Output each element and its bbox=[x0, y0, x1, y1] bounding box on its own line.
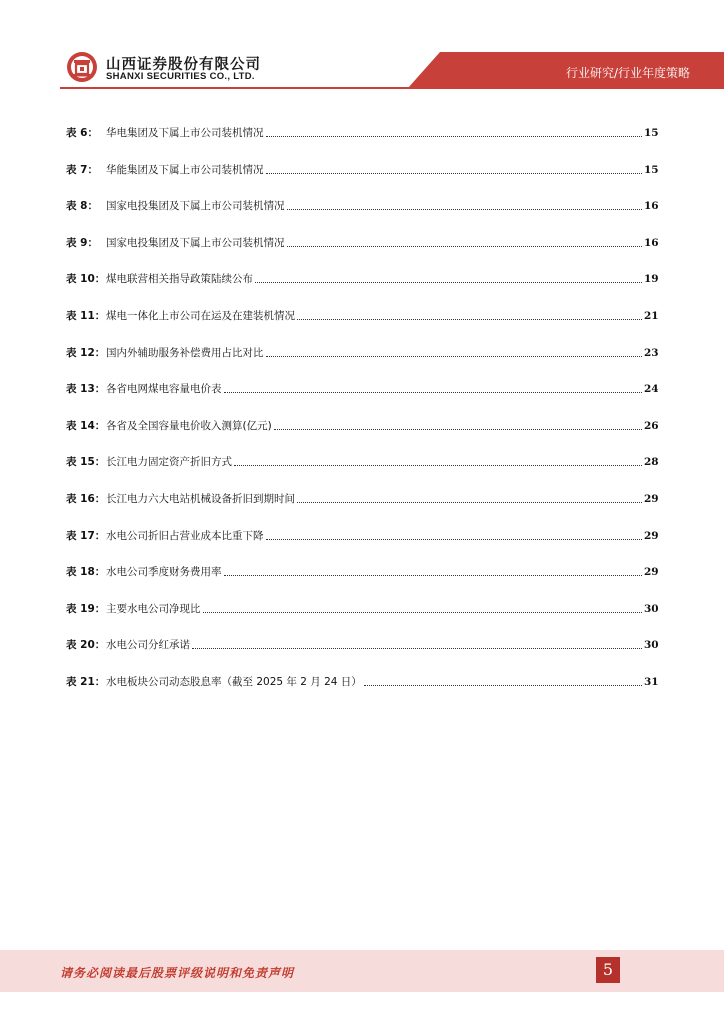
toc-title: 长江电力固定资产折旧方式 bbox=[106, 456, 232, 469]
toc-leader-dots bbox=[224, 574, 643, 576]
toc-leader-dots bbox=[287, 245, 643, 247]
toc-title: 主要水电公司净现比 bbox=[106, 602, 201, 615]
toc-leader-dots bbox=[274, 428, 642, 430]
toc-title: 水电公司折旧占营业成本比重下降 bbox=[106, 529, 264, 542]
toc-page-number: 19 bbox=[644, 273, 659, 286]
toc-leader-dots bbox=[364, 684, 642, 686]
toc-label: 表 20： bbox=[66, 639, 106, 652]
toc-page-number: 26 bbox=[644, 419, 659, 432]
toc-row[interactable] bbox=[66, 157, 658, 177]
toc-title: 国家电投集团及下属上市公司装机情况 bbox=[106, 200, 285, 213]
toc-page-number: 15 bbox=[644, 163, 659, 176]
toc-title: 水电公司季度财务费用率 bbox=[106, 566, 222, 579]
toc-title: 水电公司分红承诺 bbox=[106, 639, 190, 652]
toc-row[interactable] bbox=[66, 632, 658, 652]
toc-title: 国内外辅助服务补偿费用占比对比 bbox=[106, 346, 264, 359]
toc-row[interactable] bbox=[66, 669, 658, 689]
toc-row[interactable] bbox=[66, 486, 658, 506]
toc-title: 水电板块公司动态股息率（截至 2025 年 2 月 24 日） bbox=[106, 676, 362, 688]
toc-row[interactable] bbox=[66, 193, 658, 213]
page-header bbox=[0, 0, 724, 96]
toc-leader-dots bbox=[297, 318, 642, 320]
toc-row[interactable] bbox=[66, 303, 658, 323]
toc-title: 各省电网煤电容量电价表 bbox=[106, 383, 222, 396]
company-name-en: SHANXI SECURITIES CO., LTD. bbox=[106, 71, 255, 82]
toc-label: 表 12： bbox=[66, 346, 106, 359]
toc-label: 表 16： bbox=[66, 493, 106, 505]
toc-label: 表 10： bbox=[66, 273, 106, 286]
toc-leader-dots bbox=[287, 208, 643, 210]
report-type: 行业研究/行业年度策略 bbox=[565, 66, 690, 80]
toc-title: 煤电联营相关指导政策陆续公布 bbox=[106, 273, 253, 286]
toc-row[interactable] bbox=[66, 266, 658, 286]
toc-row[interactable] bbox=[66, 523, 658, 543]
toc-page-number: 30 bbox=[644, 602, 659, 615]
toc-leader-dots bbox=[266, 538, 643, 540]
toc-title: 煤电一体化上市公司在运及在建装机情况 bbox=[106, 310, 295, 322]
toc-label: 表 8： bbox=[66, 200, 98, 213]
toc-leader-dots bbox=[266, 355, 643, 357]
toc-page-number: 30 bbox=[644, 639, 659, 652]
toc-label: 表 7： bbox=[66, 163, 98, 176]
toc-row[interactable] bbox=[66, 120, 658, 140]
toc-leader-dots bbox=[234, 464, 642, 466]
toc-label: 表 15： bbox=[66, 456, 106, 469]
toc-page-number: 29 bbox=[644, 493, 659, 505]
toc-label: 表 14： bbox=[66, 419, 106, 432]
toc-title: 华能集团及下属上市公司装机情况 bbox=[106, 163, 264, 176]
toc-page-number: 16 bbox=[644, 200, 659, 213]
toc-row[interactable] bbox=[66, 230, 658, 250]
toc-page-number: 31 bbox=[644, 676, 659, 688]
toc-leader-dots bbox=[255, 281, 642, 283]
toc-leader-dots bbox=[192, 647, 642, 649]
toc-row[interactable] bbox=[66, 413, 658, 433]
toc-leader-dots bbox=[224, 391, 643, 393]
toc-leader-dots bbox=[266, 135, 643, 137]
toc-label: 表 18： bbox=[66, 566, 106, 579]
company-name-cn: 山西证券股份有限公司 bbox=[106, 57, 261, 73]
toc-label: 表 11： bbox=[66, 310, 106, 322]
toc-page-number: 29 bbox=[644, 566, 659, 579]
shanxi-securities-logo-icon bbox=[66, 51, 98, 83]
toc-row[interactable] bbox=[66, 559, 658, 579]
disclaimer: 请务必阅读最后股票评级说明和免责声明 bbox=[60, 966, 295, 980]
toc-page-number: 21 bbox=[644, 310, 659, 322]
toc-title: 国家电投集团及下属上市公司装机情况 bbox=[106, 236, 285, 249]
toc-row[interactable] bbox=[66, 340, 658, 360]
toc-row[interactable] bbox=[66, 376, 658, 396]
toc-page-number: 24 bbox=[644, 383, 659, 396]
toc-label: 表 17： bbox=[66, 529, 106, 542]
toc-page-number: 15 bbox=[644, 127, 659, 139]
toc-leader-dots bbox=[266, 172, 643, 174]
toc-page-number: 23 bbox=[644, 346, 659, 359]
toc-row[interactable] bbox=[66, 449, 658, 469]
toc-label: 表 13： bbox=[66, 383, 106, 396]
toc-label: 表 19： bbox=[66, 602, 106, 615]
toc-title: 各省及全国容量电价收入测算(亿元) bbox=[106, 419, 272, 432]
toc-label: 表 9： bbox=[66, 236, 98, 249]
toc-leader-dots bbox=[203, 611, 643, 613]
toc-title: 华电集团及下属上市公司装机情况 bbox=[106, 127, 264, 139]
toc-label: 表 21： bbox=[66, 676, 106, 688]
toc-page-number: 29 bbox=[644, 529, 659, 542]
toc-page-number: 16 bbox=[644, 236, 659, 249]
toc-page-number: 28 bbox=[644, 456, 659, 469]
page-number: 5 bbox=[596, 957, 620, 983]
toc-title: 长江电力六大电站机械设备折旧到期时间 bbox=[106, 493, 295, 505]
toc-leader-dots bbox=[297, 501, 642, 503]
toc-row[interactable] bbox=[66, 596, 658, 616]
toc-label: 表 6： bbox=[66, 127, 98, 139]
